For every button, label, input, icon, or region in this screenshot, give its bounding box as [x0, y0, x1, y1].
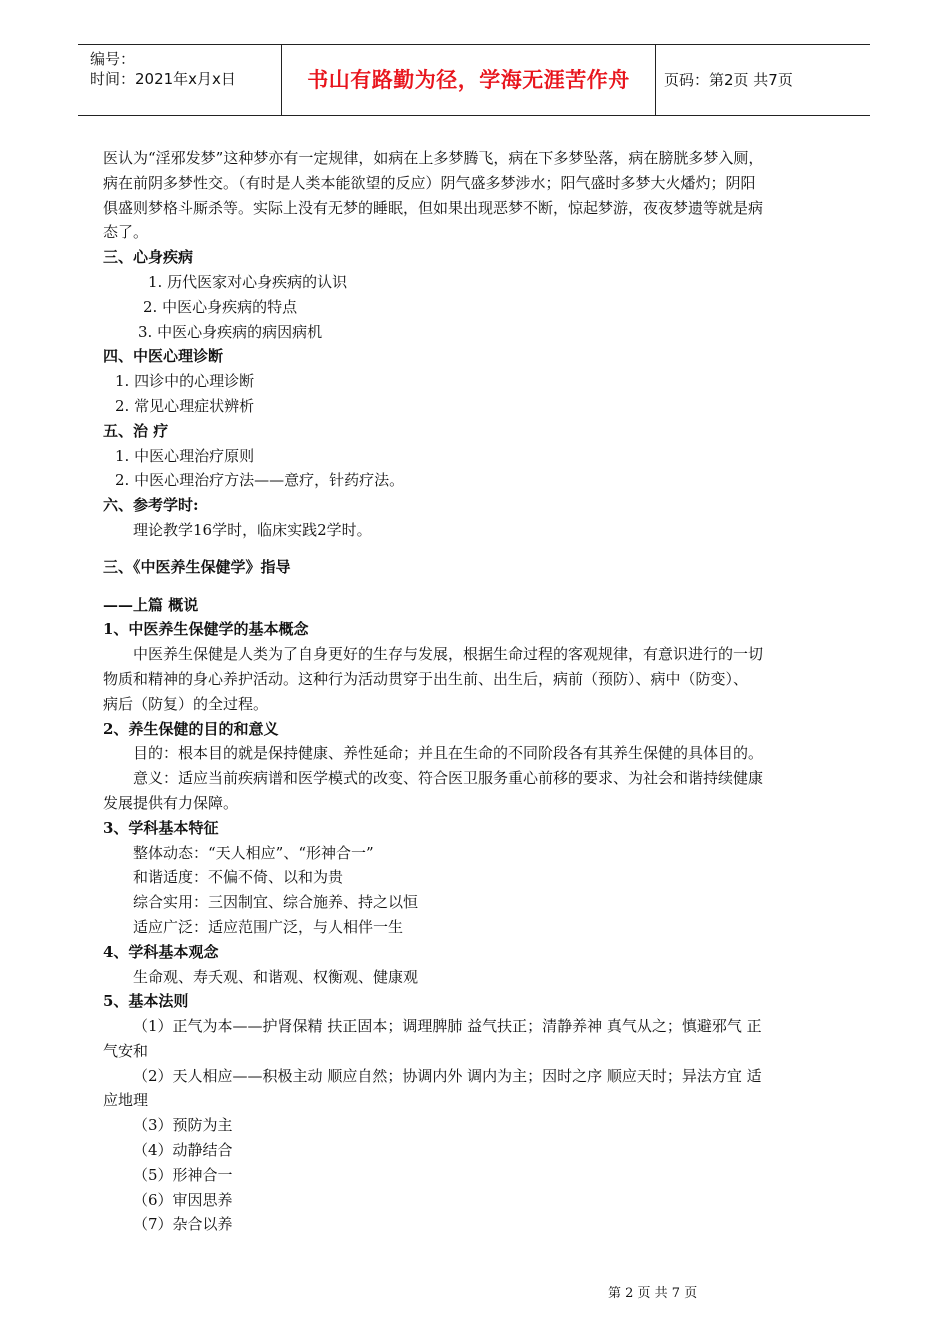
feature-line: 整体动态：“天人相应”、“形神合一”: [133, 843, 374, 862]
intro-paragraph: [103, 146, 855, 245]
body-text: 理论教学16学时，临床实践2学时。: [133, 520, 372, 539]
document-body: [103, 146, 855, 1237]
principle-line: （4）动静结合: [133, 1141, 233, 1160]
part-heading: 三、《中医养生保健学》指导: [103, 557, 291, 576]
text-line: 医认为“淫邪发梦”这种梦亦有一定规律，如病在上多梦腾飞，病在下多梦坠落，病在膀胱多梦入厕，: [103, 149, 764, 167]
text-line: 中医养生保健是人类为了自身更好的生存与发展，根据生命过程的客观规律，有意识进行的一切: [133, 645, 764, 664]
principle-line: 气安和: [103, 1041, 149, 1060]
section-heading: 五、治 疗: [103, 421, 169, 440]
header-meta-cell: [78, 45, 280, 115]
list-item: 1. 四诊中的心理诊断: [115, 372, 255, 391]
principle-line: （2）天人相应——积极主动 顺应自然；协调内外 调内为主；因时之序 顺应天时；异法方宜 适: [133, 1066, 762, 1085]
body-text: 生命观、寿夭观、和谐观、权衡观、健康观: [133, 967, 419, 986]
text-line: 发展提供有力保障。: [103, 793, 239, 812]
text-line: 病后（防复）的全过程。: [103, 694, 269, 713]
subsection-heading: 5、基本法则: [103, 992, 189, 1011]
doc-time-label: 时间：2021年x月x日: [90, 70, 236, 88]
subsection-heading: 4、学科基本观念: [103, 942, 219, 961]
header-table: [78, 44, 870, 116]
section-heading: 六、参考学时:: [103, 496, 199, 515]
principle-line: （6）审因思养: [133, 1190, 233, 1209]
header-divider: [655, 45, 656, 115]
header-page-label: 页码：第2页 共7页: [664, 71, 793, 89]
principle-line: 应地理: [103, 1091, 149, 1110]
upper-section-heading: ——上篇 概说: [103, 595, 199, 614]
list-item: 1. 历代医家对心身疾病的认识: [148, 272, 348, 291]
list-item: 1. 中医心理治疗原则: [115, 446, 255, 465]
principle-line: （3）预防为主: [133, 1116, 233, 1135]
subsection-heading: 1、中医养生保健学的基本概念: [103, 620, 309, 639]
list-item: 3. 中医心身疾病的病因病机: [138, 322, 323, 341]
feature-line: 适应广泛：适应范围广泛，与人相伴一生: [133, 917, 404, 936]
list-item: 2. 中医心理治疗方法——意疗，针药疗法。: [115, 471, 405, 490]
list-item: 2. 中医心身疾病的特点: [143, 297, 298, 316]
principle-line: （7）杂合以养: [133, 1215, 233, 1234]
subsection-heading: 2、养生保健的目的和意义: [103, 719, 279, 738]
section-heading: 三、心身疾病: [103, 248, 194, 267]
text-line: 病在前阴多梦性交。（有时是人类本能欲望的反应）阴气盛多梦涉水；阳气盛时多梦大火燔灼；阴阳: [103, 173, 756, 192]
text-line: 物质和精神的身心养护活动。这种行为活动贯穿于出生前、出生后，病前（预防）、病中（防变）、: [103, 669, 749, 688]
section-heading: 四、中医心理诊断: [103, 347, 224, 366]
principle-line: （5）形神合一: [133, 1165, 233, 1184]
principle-line: （1）正气为本——护肾保精 扶正固本；调理脾肺 益气扶正；清静养神 真气从之；慎避邪气 正: [133, 1017, 762, 1036]
text-line: 意义：适应当前疾病谱和医学模式的改变、符合医卫服务重心前移的要求、为社会和谐持续健康: [133, 769, 764, 788]
list-item: 2. 常见心理症状辨析: [115, 396, 255, 415]
feature-line: 和谐适度：不偏不倚、以和为贵: [133, 868, 344, 887]
subsection-heading: 3、学科基本特征: [103, 818, 219, 837]
text-line: 态了。: [103, 223, 149, 242]
text-line: 俱盛则梦格斗厮杀等。实际上没有无梦的睡眠，但如果出现恶梦不断，惊起梦游，夜夜梦遗等就是病: [103, 198, 764, 217]
page-footer: 第 2 页 共 7 页: [608, 1286, 698, 1301]
header-motto: 书山有路勤为径，学海无涯苦作舟: [307, 68, 630, 92]
feature-line: 综合实用：三因制宜、综合施养、持之以恒: [133, 893, 419, 912]
doc-number-label: 编号：: [90, 50, 136, 68]
text-line: 目的：根本目的就是保持健康、养性延命；并且在生命的不同阶段各有其养生保健的具体目的。: [133, 744, 764, 763]
